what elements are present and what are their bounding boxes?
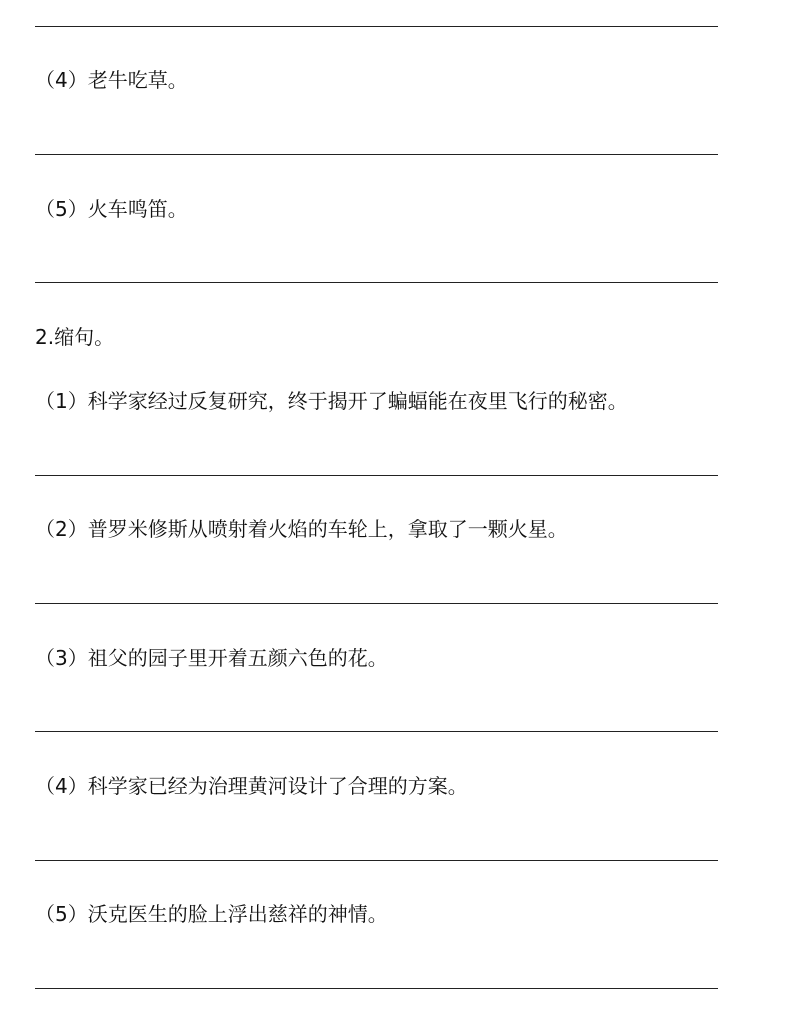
question-number: （2）	[35, 517, 88, 541]
question-text: 老牛吃草。	[87, 68, 188, 92]
answer-line	[35, 603, 718, 604]
answer-line	[35, 860, 718, 861]
question-item	[35, 774, 468, 798]
question-item	[35, 517, 568, 541]
answer-line	[35, 988, 718, 989]
answer-line	[35, 26, 718, 27]
question-item	[35, 197, 188, 221]
question-text: 沃克医生的脸上浮出慈祥的神情。	[87, 902, 388, 926]
section-heading: 2.缩句。	[35, 325, 115, 349]
question-number: （1）	[35, 389, 88, 413]
question-number: （5）	[35, 902, 88, 926]
question-number: （3）	[35, 646, 88, 670]
question-text: 祖父的园子里开着五颜六色的花。	[87, 646, 388, 670]
answer-line	[35, 154, 718, 155]
question-text: 科学家已经为治理黄河设计了合理的方案。	[87, 774, 468, 798]
question-text: 火车鸣笛。	[87, 197, 188, 221]
answer-line	[35, 475, 718, 476]
question-item	[35, 902, 388, 926]
question-item	[35, 389, 628, 413]
answer-line	[35, 731, 718, 732]
question-number: （4）	[35, 774, 88, 798]
answer-line	[35, 282, 718, 283]
question-item	[35, 68, 188, 92]
question-number: （4）	[35, 68, 88, 92]
question-number: （5）	[35, 197, 88, 221]
question-text: 科学家经过反复研究，终于揭开了蝙蝠能在夜里飞行的秘密。	[87, 389, 628, 413]
question-text: 普罗米修斯从喷射着火焰的车轮上，拿取了一颗火星。	[87, 517, 568, 541]
question-item	[35, 646, 388, 670]
